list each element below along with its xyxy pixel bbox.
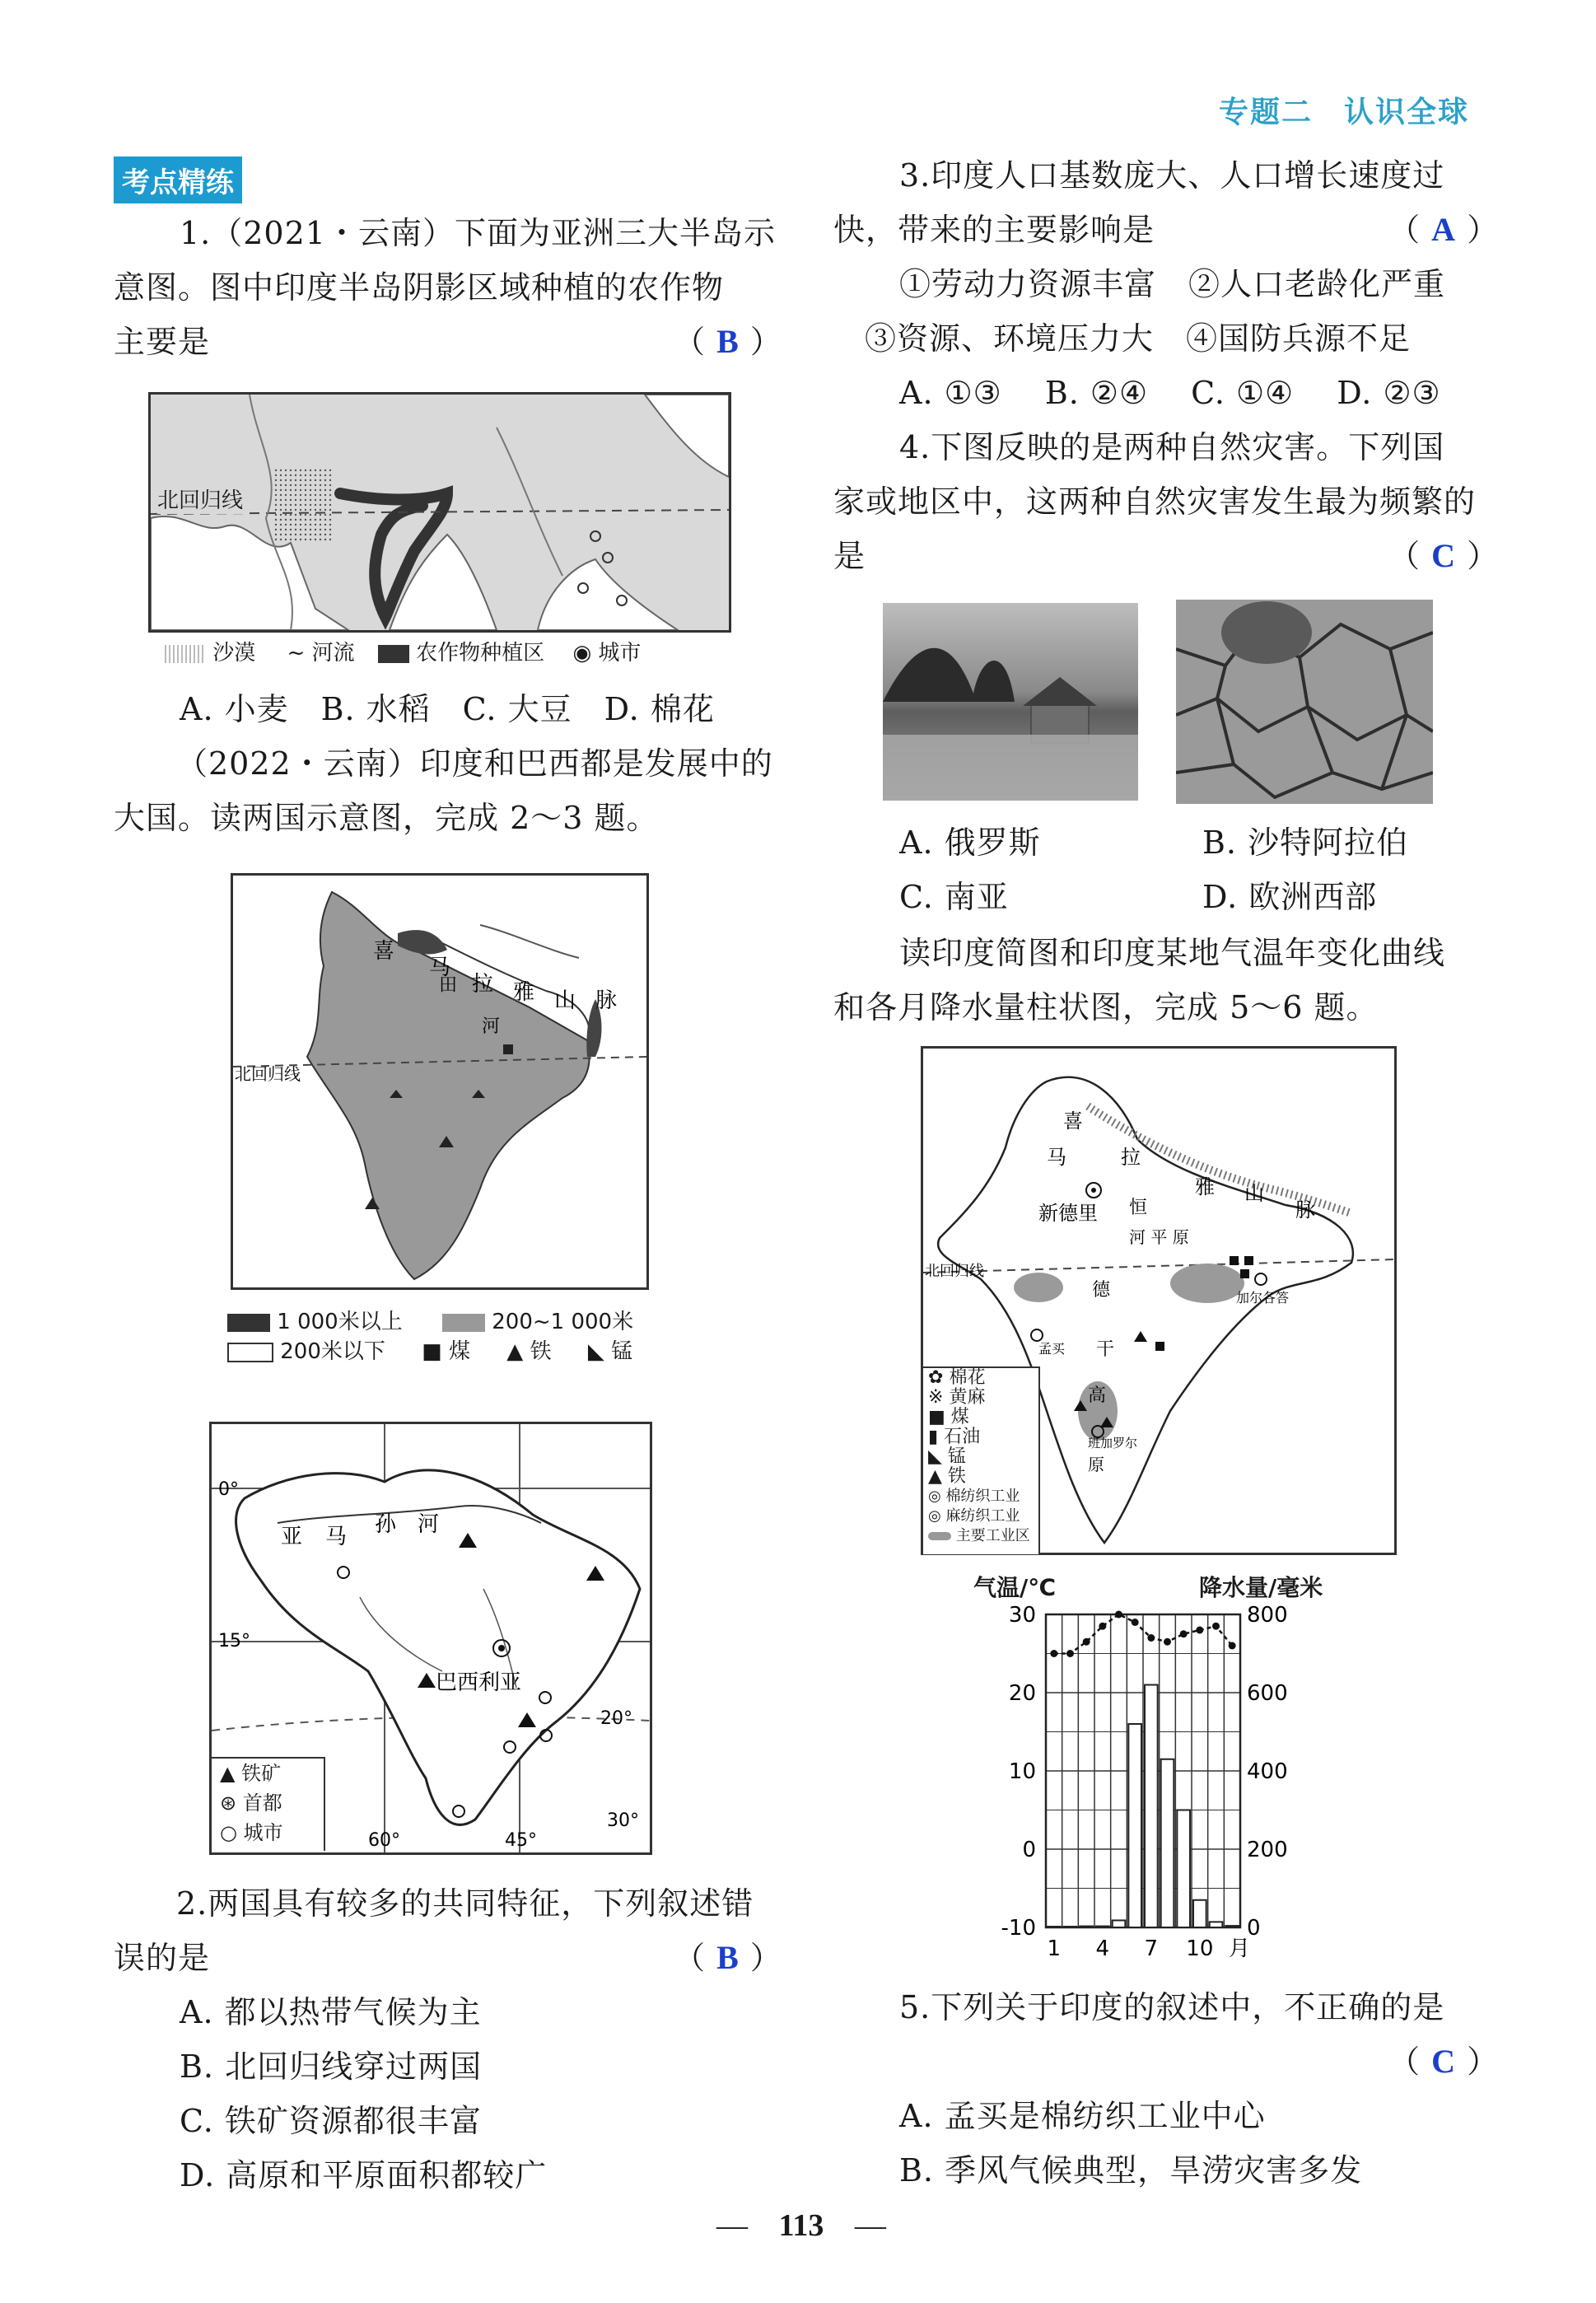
y-right-tick-label: 0 (1247, 1916, 1261, 1941)
q2-answer-bracket: （ B ） (674, 1939, 782, 1976)
coal-marker (1240, 1269, 1249, 1278)
label-bangalore: 班加罗尔 (1088, 1436, 1138, 1450)
india-map-legend-2 (227, 1334, 632, 1365)
brazil-legend-box (212, 1757, 325, 1851)
label-ma: 马 (1047, 1146, 1066, 1169)
coal-marker (1155, 1342, 1164, 1351)
precip-bar (1210, 1922, 1223, 1927)
legend-jute: 黄麻 (949, 1387, 986, 1408)
drought-photo (1176, 600, 1433, 804)
q4-stem-line-3: 是 (833, 538, 866, 574)
q2-option-b: B. 北回归线穿过两国 (180, 2048, 483, 2085)
india-relief-map-svg (233, 876, 646, 1287)
q4-answer-bracket: （ C ） (1388, 537, 1500, 574)
india2-legend-box (923, 1366, 1040, 1554)
label-newdelhi: 新德里 (1038, 1202, 1098, 1225)
legend-row (923, 1526, 1038, 1546)
precip-bar (1161, 1759, 1174, 1927)
intro-2-3-line-1: （2022・云南）印度和巴西都是发展中的 (176, 745, 773, 782)
swatch-below200 (227, 1343, 273, 1362)
river-icon: ~ (287, 641, 306, 666)
q2-stem-line-1: 2.两国具有较多的共同特征，下列叙述错 (176, 1885, 754, 1922)
legend-iron: 铁矿 (241, 1762, 282, 1785)
asia-peninsulas-map (148, 392, 731, 633)
label-ya: 雅 (1195, 1175, 1215, 1198)
legend-coal: 煤 (449, 1339, 471, 1364)
label-de: 德 (1092, 1280, 1111, 1301)
page-footer (716, 2207, 886, 2244)
label-ma: 马 (429, 955, 451, 980)
legend-mid: 200~1 000米 (492, 1310, 634, 1334)
legend-row: ■ 煤 (928, 1407, 969, 1427)
legend-row: ○ 城市 (220, 1821, 283, 1844)
temp-point (1066, 1650, 1074, 1657)
q4-stem-line-1: 4.下图反映的是两种自然灾害。下列国 (899, 429, 1445, 465)
coal-marker (1230, 1256, 1239, 1265)
label-lat0: 0° (218, 1479, 239, 1500)
x-axis-unit: 月 (1229, 1936, 1251, 1960)
label-xi: 喜 (373, 939, 395, 964)
label-ya: 亚 (281, 1525, 303, 1549)
y-left-tick-label: 20 (1008, 1681, 1036, 1706)
x-tick-label: 7 (1144, 1936, 1159, 1960)
temp-point (1115, 1611, 1122, 1619)
label-heng: 恒 (1129, 1198, 1148, 1218)
temp-point (1147, 1634, 1155, 1642)
q2-option-c: C. 铁矿资源都很丰富 (180, 2103, 482, 2139)
house-roof (1023, 677, 1097, 706)
q4-option-c: C. 南亚 (899, 879, 1009, 915)
india-relief-map (231, 873, 649, 1290)
q5-stem: 5.下列关于印度的叙述中，不正确的是 (899, 1989, 1445, 2025)
label-lat15: 15° (218, 1631, 250, 1651)
q5-option-b: B. 季风气候典型，旱涝灾害多发 (899, 2152, 1363, 2189)
label-tropic: 北回归线 (925, 1263, 984, 1280)
q3-answer: A (1431, 211, 1456, 248)
y-right-tick-label: 600 (1247, 1681, 1288, 1706)
temp-point (1229, 1642, 1236, 1650)
temp-point (1196, 1627, 1203, 1634)
label-lat20: 20° (600, 1708, 632, 1729)
q3-stem-line-2: 快，带来的主要影响是 (833, 212, 1155, 248)
legend-oil: 石油 (944, 1427, 981, 1447)
city-icon: ◉ (572, 641, 592, 666)
legend-capital: 首都 (242, 1791, 282, 1815)
q2-option-d: D. 高原和平原面积都较广 (180, 2157, 548, 2193)
label-shan: 山 (554, 988, 576, 1013)
temp-point (1132, 1619, 1139, 1626)
legend-row: ※ 黄麻 (928, 1387, 986, 1408)
temp-point (1212, 1623, 1220, 1630)
q1-answer-bracket: （ B ） (674, 323, 782, 360)
footer-dash-left: — (716, 2208, 748, 2243)
q4-stem-line-2: 家或地区中，这两种自然灾害发生最为频繁的 (833, 483, 1477, 520)
y-right-tick-label: 200 (1247, 1838, 1288, 1862)
legend-below200: 200米以下 (280, 1339, 385, 1364)
q1-stem-line-3: 主要是 (114, 324, 211, 360)
precip-bar (1225, 1926, 1239, 1927)
q5-answer-bracket: （ C ） (1388, 2043, 1500, 2080)
legend-coal: 煤 (950, 1407, 969, 1427)
label-mai: 脉 (595, 988, 618, 1013)
legend-row: ⊛ 首都 (220, 1791, 282, 1815)
legend-row: ◎ 棉纺织工业 (928, 1488, 1020, 1505)
label-la: 拉 (1121, 1146, 1141, 1169)
industry-zone (1170, 1264, 1244, 1303)
label-hepingyuan: 河 平 原 (1129, 1227, 1189, 1247)
legend-row: ▲ 铁矿 (220, 1762, 282, 1785)
temp-point (1099, 1623, 1106, 1630)
q1-stem-line-2: 意图。图中印度半岛阴影区域种植的农作物 (114, 269, 725, 306)
flood-photo-svg (883, 603, 1138, 801)
label-la: 拉 (472, 972, 494, 997)
crop-swatch (378, 645, 409, 663)
legend-row: ▮ 石油 (928, 1427, 981, 1447)
precip-bar (1145, 1685, 1158, 1928)
y-left-tick-label: -10 (1001, 1916, 1036, 1941)
legend-row: ◣ 锰 (928, 1446, 966, 1467)
label-tropic: 北回归线 (235, 1064, 301, 1084)
legend-crop: 农作物种植区 (416, 641, 545, 666)
brazil-map (209, 1422, 652, 1855)
x-tick-label: 4 (1095, 1936, 1110, 1960)
q1-map-legend (165, 636, 641, 666)
section-tag: 考点精练 (114, 156, 242, 203)
chart-ylabel-right: 降水量/毫米 (1199, 1574, 1323, 1601)
label-tian: 田 (439, 975, 458, 996)
person (1221, 601, 1312, 664)
intro-5-6-line-2: 和各月降水量柱状图，完成 5～6 题。 (833, 989, 1379, 1025)
swatch-mid (442, 1314, 485, 1332)
flood-photo (883, 603, 1138, 801)
legend-row: ✿ 棉花 (928, 1367, 986, 1388)
legend-city: 城市 (598, 641, 642, 666)
label-yuan: 原 (1088, 1455, 1104, 1474)
legend-desert: 沙漠 (212, 641, 256, 666)
newdelhi-dot (1091, 1188, 1096, 1193)
intro-5-6-line-1: 读印度简图和印度某地气温年变化曲线 (899, 935, 1446, 971)
label-sun: 孙 (375, 1512, 397, 1537)
q5-option-a: A. 孟买是棉纺织工业中心 (899, 2098, 1266, 2134)
q4-option-d: D. 欧洲西部 (1202, 879, 1378, 915)
label-lon45: 45° (505, 1830, 537, 1851)
label-lat30: 30° (607, 1810, 639, 1831)
legend-row: ◎ 麻纺织工业 (928, 1507, 1020, 1525)
q4-option-a: A. 俄罗斯 (899, 825, 1041, 861)
india-map-legend-1 (227, 1305, 633, 1335)
tree-silhouette (883, 648, 1015, 702)
y-left-tick-label: 10 (1008, 1759, 1036, 1784)
q3-stem-line-1: 3.印度人口基数庞大、人口增长速度过 (899, 157, 1445, 194)
temp-point (1180, 1630, 1188, 1637)
legend-cotton: 棉花 (949, 1367, 986, 1388)
footer-dash-right: — (854, 2208, 886, 2243)
swatch-above1000 (227, 1314, 270, 1332)
chart-ylabel-left: 气温/℃ (973, 1574, 1057, 1601)
q3-choice-line-2: ③资源、环境压力大 ④国防兵源不足 (865, 320, 1412, 357)
label-ma: 马 (325, 1525, 348, 1549)
drought-photo-svg (1176, 600, 1433, 804)
q3-choice-line-1: ①劳动力资源丰富 ②人口老龄化严重 (899, 266, 1446, 302)
legend-mn: 锰 (611, 1339, 633, 1364)
temp-point (1050, 1650, 1057, 1657)
label-he: 河 (482, 1016, 501, 1037)
q2-answer: B (716, 1939, 740, 1976)
desert-dots (274, 469, 332, 543)
y-left-tick-label: 0 (1022, 1838, 1036, 1862)
q4-answer: C (1431, 537, 1456, 574)
q1-answer: B (716, 323, 740, 360)
tropic-label: 北回归线 (157, 483, 243, 514)
mn-icon: ◣ (587, 1339, 604, 1364)
precip-bar (1193, 1900, 1206, 1927)
q3-options: A. ①③ B. ②④ C. ①④ D. ②③ (899, 375, 1441, 411)
page-header-title: 专题二 认识全球 (1219, 96, 1470, 129)
precip-bar (1177, 1810, 1190, 1928)
label-gao: 高 (1088, 1385, 1107, 1406)
desert-swatch (165, 645, 206, 663)
q2-option-a: A. 都以热带气候为主 (180, 1994, 482, 2030)
legend-iron: 铁 (530, 1339, 552, 1364)
label-kolkata: 加尔各答 (1236, 1290, 1290, 1306)
industry-zone (1014, 1273, 1063, 1302)
temp-point (1083, 1638, 1090, 1646)
climate-chart (980, 1598, 1326, 1960)
cracks (1176, 624, 1433, 797)
label-ya: 雅 (513, 980, 535, 1005)
label-he: 河 (418, 1512, 440, 1537)
precip-bar (1128, 1724, 1141, 1927)
floodwater (883, 735, 1138, 801)
legend-mn: 锰 (947, 1446, 966, 1467)
legend-jute-textile: 麻纺织工业 (945, 1507, 1020, 1525)
q1-options: A. 小麦 B. 水稻 C. 大豆 D. 棉花 (180, 691, 715, 727)
legend-cotton-textile: 棉纺织工业 (945, 1488, 1020, 1505)
legend-iron: 铁 (947, 1466, 966, 1487)
page-number: 113 (778, 2208, 824, 2243)
x-tick-label: 10 (1186, 1936, 1214, 1960)
legend-row: ▲ 铁 (928, 1466, 966, 1487)
label-mai: 脉 (1295, 1198, 1315, 1222)
q4-option-b: B. 沙特阿拉伯 (1202, 825, 1409, 861)
precip-bar (1113, 1920, 1126, 1927)
temp-point (1164, 1638, 1171, 1646)
legend-river: 河流 (311, 641, 355, 666)
q2-stem-line-2: 误的是 (114, 1940, 211, 1976)
himalaya-ridge (480, 925, 579, 958)
coal-marker (1244, 1256, 1253, 1265)
iron-icon: ▲ (506, 1339, 524, 1364)
label-shan: 山 (1244, 1182, 1264, 1205)
coal-marker (503, 1044, 513, 1054)
intro-2-3-line-2: 大国。读两国示意图，完成 2～3 题。 (114, 800, 659, 836)
coal-icon: ■ (422, 1339, 442, 1364)
y-left-tick-label: 30 (1008, 1603, 1036, 1628)
label-mumbai: 孟买 (1038, 1341, 1066, 1357)
x-tick-label: 1 (1047, 1936, 1062, 1960)
capital-dot (498, 1645, 505, 1651)
legend-industry-zone: 主要工业区 (955, 1527, 1030, 1544)
label-xi: 喜 (1063, 1109, 1083, 1133)
q1-stem-line-1: 1.（2021・云南）下面为亚洲三大半岛示 (180, 215, 776, 251)
y-right-tick-label: 800 (1247, 1603, 1288, 1628)
q5-answer: C (1431, 2043, 1456, 2080)
q3-answer-bracket: （ A ） (1388, 211, 1500, 248)
label-gan: 干 (1096, 1339, 1115, 1360)
label-capital: 巴西利亚 (436, 1670, 522, 1695)
y-right-tick-label: 400 (1247, 1759, 1288, 1784)
legend-city: 城市 (243, 1821, 283, 1844)
legend-above1000: 1 000米以上 (277, 1310, 403, 1334)
india-economy-map (921, 1046, 1397, 1555)
label-lon60: 60° (368, 1830, 400, 1851)
